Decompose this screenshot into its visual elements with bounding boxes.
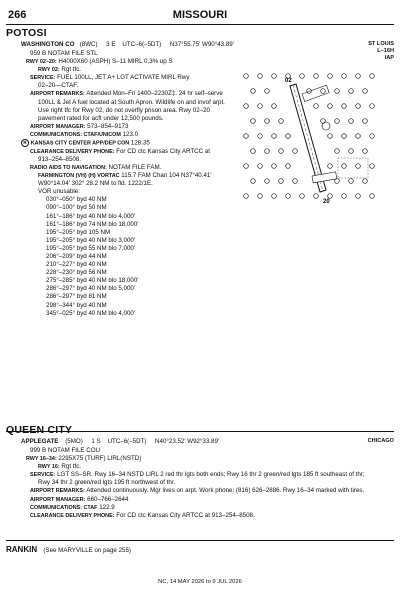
rwy-info: H4000X60 (ASPH) S–11 MIRL 0.3% up S <box>58 58 173 66</box>
obstacle-icon <box>272 104 277 109</box>
vor-info: 115.7 FAM Chan 104 N37°40.41′ <box>121 172 212 180</box>
airport-name: APPLEGATE <box>21 438 59 445</box>
obstacle-icon <box>335 179 340 184</box>
clearance-label: CLEARANCE DELIVERY PHONE: <box>30 512 115 519</box>
vor-unusable-item: 090°–100° byd 50 NM <box>46 204 107 212</box>
obstacle-icon <box>349 89 354 94</box>
chart-ref-sectional: ST LOUIS <box>368 41 394 47</box>
obstacle-icon <box>328 164 333 169</box>
obstacle-icon <box>363 179 368 184</box>
obstacle-icon <box>258 164 263 169</box>
obstacle-icon <box>342 134 347 139</box>
service-label: SERVICE: <box>30 75 56 82</box>
obstacle-icon <box>363 119 368 124</box>
vor-unusable-item: 286°–297° byd 81 NM <box>46 293 107 301</box>
comm-label: COMMUNICATIONS: CTAF <box>30 504 98 511</box>
obstacle-icon <box>356 74 361 79</box>
obstacle-icon <box>349 119 354 124</box>
vor-unusable-item: 195°–205° byd 55 NM blo 7,000′ <box>46 244 136 252</box>
rankin-note: (See MARYVILLE on page 255) <box>43 547 131 554</box>
vor-unusable-item: 228°–230° byd 56 NM <box>46 269 107 277</box>
obstacle-icon <box>251 149 256 154</box>
rwy-info: 2295X75 (TURF) LIRL(NSTD) <box>58 455 142 463</box>
rwy-label: RWY 16–34: <box>26 456 57 463</box>
obstacle-icon <box>251 179 256 184</box>
app-freq: 128.35 <box>130 139 150 147</box>
radar-approach-icon: R <box>21 139 29 147</box>
obstacle-icon <box>258 194 263 199</box>
obstacle-icon <box>279 149 284 154</box>
obstacle-icon <box>293 179 298 184</box>
radio-info: NOTAM FILE FAM. <box>108 163 162 171</box>
service-info-cont: Rwy 34 thr 2 green/red lgts 195 ft northwest of thr. <box>38 479 176 487</box>
chart-ref-iap: IAP <box>384 55 394 61</box>
airport-location: 3 E <box>106 41 116 48</box>
potosi-body <box>23 50 240 318</box>
obstacle-icon <box>328 104 333 109</box>
obstacle-icon <box>363 149 368 154</box>
obstacle-icon <box>342 164 347 169</box>
obstacle-icon <box>244 104 249 109</box>
obstacle-icon <box>342 104 347 109</box>
airport-utc: UTC–6(–5DT) <box>107 438 147 445</box>
page-number: 266 <box>8 9 27 21</box>
obstacle-icon <box>300 194 305 199</box>
obstacle-icon <box>251 119 256 124</box>
obstacle-icon <box>349 179 354 184</box>
vor-label: FARMINGTON (VH) (H) VORTAC <box>38 173 120 180</box>
section-rule <box>6 540 394 541</box>
obstacle-icon <box>328 74 333 79</box>
ctaf-freq: 123.0 <box>122 130 139 138</box>
remarks-line: Attended Mon–Fri 1400–2230Z‡. 24 hr self–serve <box>86 90 223 98</box>
obstacle-icon <box>286 164 291 169</box>
obstacle-icon <box>293 149 298 154</box>
svg-text:20: 20 <box>323 199 330 205</box>
service-info: FUEL 100LL, JET A+ LGT ACTIVATE MIRL Rwy <box>57 74 190 82</box>
vor-unusable-item: 195°–205° byd 105 NM <box>46 228 111 236</box>
rwy16-label: RWY 16: <box>38 464 60 471</box>
obstacle-icon <box>258 104 263 109</box>
vor-unusable-item: 275°–285° byd 40 NM blo 18,000′ <box>46 277 139 285</box>
app-label: KANSAS CITY CENTER APP/DEP CON <box>30 140 130 147</box>
obstacle-icon <box>272 134 277 139</box>
obstacle-icon <box>370 164 375 169</box>
obstacle-icon <box>300 74 305 79</box>
obstacle-icon <box>356 164 361 169</box>
obstacle-icon <box>349 149 354 154</box>
obstacle-icon <box>335 119 340 124</box>
obstacle-icon <box>363 89 368 94</box>
chart-ref-sectional: CHICAGO <box>367 438 394 444</box>
obstacle-icon <box>286 194 291 199</box>
obstacle-icon <box>279 179 284 184</box>
remarks-line: pavement rated for acft under 12,500 pounds. <box>38 114 164 122</box>
obstacle-icon <box>244 134 249 139</box>
manager-label: AIRPORT MANAGER: <box>30 123 86 130</box>
airport-diagram <box>238 66 388 216</box>
clearance-info: For CD ctc Kansas City ARTCC at 913–254–8508. <box>116 511 255 519</box>
vor-unusable-item: 210°–227° byd 40 NM <box>46 261 107 269</box>
vor-unusable-item: 298°–344° byd 40 NM <box>46 301 107 309</box>
obstacle-icon <box>356 134 361 139</box>
radio-label: RADIO AIDS TO NAVIGATION: <box>30 164 107 171</box>
queen-city-airport-line <box>21 438 219 446</box>
remarks-label: AIRPORT REMARKS: <box>30 488 85 495</box>
obstacle-icon <box>342 194 347 199</box>
clearance-phone: 913–254–8508. <box>38 155 82 163</box>
potosi-airport-line <box>21 41 234 49</box>
obstacle-icon <box>258 74 263 79</box>
footer-dates: NC, 14 MAY 2026 to 9 JUL 2026 <box>158 579 242 585</box>
chart-ref-enroute: L–16H <box>377 48 394 54</box>
obstacle-icon <box>265 119 270 124</box>
vor-unusable-item: 161°–186° byd 40 NM blo 4,000′ <box>46 212 136 220</box>
header-rule <box>6 24 394 25</box>
vor-unusable-item: 286°–297° byd 40 NM blo 5,000′ <box>46 285 136 293</box>
remarks-label: AIRPORT REMARKS: <box>30 91 85 98</box>
obstacle-icon <box>370 194 375 199</box>
obstacle-icon <box>279 119 284 124</box>
obstacle-icon <box>356 194 361 199</box>
obstacle-icon <box>286 134 291 139</box>
obstacle-icon <box>265 89 270 94</box>
obstacle-icon <box>272 74 277 79</box>
remarks-line: Use right tfc for Rwy 02, do not overfly prison area. Rwy 02–20 <box>38 106 210 114</box>
city-queen-city: QUEEN CITY <box>6 424 73 436</box>
rwy02-label: RWY 02: <box>38 67 60 74</box>
clearance-label: CLEARANCE DELIVERY PHONE: <box>30 148 115 155</box>
airport-coords: N40°23.52′ W92°33.89′ <box>155 438 220 445</box>
vor-unusable-item: 030°–050° byd 40 NM <box>46 196 107 204</box>
obstacle-icon <box>314 104 319 109</box>
manager-phone: 660–766–2644 <box>87 495 129 503</box>
obstacle-icon <box>370 74 375 79</box>
obstacle-icon <box>321 119 326 124</box>
obstacle-icon <box>265 149 270 154</box>
obstacle-icon <box>370 104 375 109</box>
clearance-info: For CD ctc Kansas City ARTCC at <box>116 147 210 155</box>
city-potosi: POTOSI <box>6 27 47 39</box>
manager-label: AIRPORT MANAGER: <box>30 496 86 503</box>
runway-diagram <box>285 78 337 205</box>
vor-unusable-item: 195°–205° byd 40 NM blo 3,000′ <box>46 236 136 244</box>
rwy-label: RWY 02–20: <box>26 59 57 66</box>
obstacle-icon <box>356 104 361 109</box>
obstacle-icon <box>272 164 277 169</box>
manager-phone: 573–854–9173 <box>87 122 129 130</box>
airport-name: WASHINGTON CO <box>21 41 75 48</box>
obstacle-icon <box>258 134 263 139</box>
rwy16-info: Rgt tfc. <box>61 463 82 471</box>
obstacle-icon <box>251 89 256 94</box>
service-label: SERVICE: <box>30 472 56 479</box>
obstacle-icon <box>244 164 249 169</box>
obstacle-icon <box>272 194 277 199</box>
rankin-entry <box>6 545 131 555</box>
vor-unusable-item: 345°–025° byd 40 NM blo 4,000′ <box>46 309 136 317</box>
obstacle-icon <box>335 149 340 154</box>
queen-city-body <box>26 447 394 520</box>
airport-id: (8WC) <box>79 41 98 48</box>
obstacle-icon <box>328 134 333 139</box>
service-info-cont: 02–20—CTAF. <box>38 82 79 90</box>
obstacle-icon <box>314 194 319 199</box>
vor-unusable-label: VOR unusable: <box>38 188 80 196</box>
svg-text:02: 02 <box>285 78 292 84</box>
airport-coords: N37°55.75′ W90°43.89′ <box>169 41 234 48</box>
airport-id: (5MO) <box>65 438 83 445</box>
remarks-line: 100LL & Jet A fuel located at South Apron. Wildlife on and invof arpt. <box>38 98 225 106</box>
potosi-chart-refs <box>368 41 394 62</box>
state-title: MISSOURI <box>172 9 228 21</box>
comm-label: COMMUNICATIONS: CTAF/UNICOM <box>30 131 121 138</box>
vor-unusable-item: 161°–186° byd 74 NM blo 18,000′ <box>46 220 139 228</box>
vor-unusable-item: 206°–209° byd 44 NM <box>46 252 107 260</box>
vor-info-cont: W90°14.04′ 302° 28.2 NM to fld. 1222/1E. <box>38 180 153 188</box>
obstacle-icon <box>265 179 270 184</box>
city-rankin: RANKIN <box>6 545 38 554</box>
service-info: LGT SS–SR. Rwy 16–34 NSTD LIRL 2 red thr lgts both ends; Rwy 16 thr 2 green/red lgts 185 ft southeast of thr; <box>57 471 365 479</box>
obstacle-icon <box>314 74 319 79</box>
elev-line: 959 B NOTAM FILE STL <box>30 50 98 57</box>
vor-unusable-list <box>30 196 240 317</box>
airport-location: 1 S <box>91 438 101 445</box>
obstacle-icon <box>244 74 249 79</box>
elev-line: 999 B NOTAM FILE COU <box>30 447 101 454</box>
ctaf-freq: 122.9 <box>99 503 115 511</box>
airport-utc: UTC–6(–5DT) <box>122 41 162 48</box>
obstacle-icon <box>370 134 375 139</box>
obstacle-icon <box>244 194 249 199</box>
obstacle-icon <box>342 74 347 79</box>
obstacle-icon <box>335 89 340 94</box>
remarks-line: Attended continuously. Mgr lives on arpt. Work phone: (816) 626–2886. Rwy 16–34 marked with tires. <box>86 487 365 495</box>
rwy02-info: Rgt tfc. <box>61 66 82 74</box>
obstacle-icon <box>328 194 333 199</box>
